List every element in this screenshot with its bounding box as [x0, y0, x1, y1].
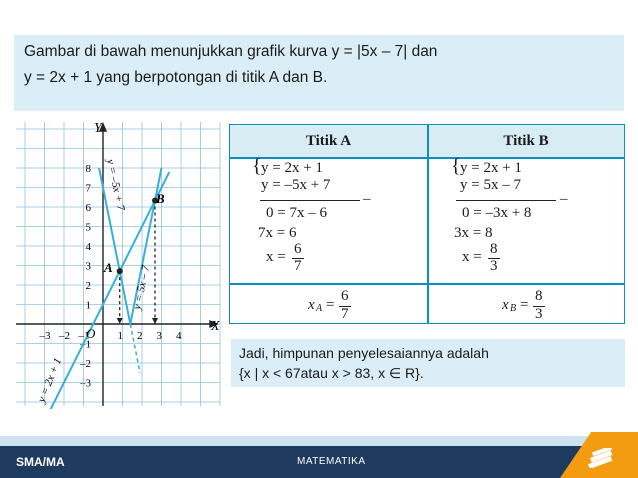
y-tick-label: 5: [85, 221, 91, 234]
y-axis-label: Y: [94, 121, 102, 136]
point-a-label: A: [104, 260, 113, 275]
y-tick-label: 2: [85, 280, 91, 292]
a-final-sub: A: [316, 303, 323, 314]
x-tick-label: 2: [137, 330, 143, 342]
x-tick-label: 1: [117, 330, 123, 342]
a-step1: 7x = 6: [258, 225, 297, 241]
drop-arrow-b: [152, 318, 158, 324]
line-label-2x1: y = 2x + 1: [35, 356, 65, 405]
table-divider: [427, 125, 429, 323]
b-final-den: 3: [535, 306, 543, 322]
origin-label: O: [86, 326, 96, 341]
rule: [260, 200, 360, 201]
footer-subject: MATEMATIKA: [297, 456, 366, 467]
point-b-label: B: [156, 191, 165, 206]
drop-arrow-a: [117, 318, 123, 324]
a-step2: x =: [266, 249, 286, 265]
y-tick-label: 7: [85, 182, 91, 195]
y-tick-label: 4: [85, 241, 91, 253]
y-tick-label: 6: [85, 202, 91, 214]
a-result: 0 = 7x – 6: [266, 205, 327, 221]
conclusion-line-2: {x | x < 67atau x > 83, x ∈ R}.: [239, 365, 424, 381]
footer-stripe: [0, 436, 638, 446]
graph-svg: [14, 118, 223, 409]
x-tick-label: 3: [156, 330, 162, 342]
b-eq2: y = 5x – 7: [460, 177, 521, 193]
a-num: 6: [294, 241, 302, 257]
x-tick-label: –1: [78, 330, 90, 342]
y-tick-label: –1: [80, 338, 91, 351]
line-label-neg5x7: y = –5x + 7: [104, 158, 127, 212]
b-final-x: x: [502, 297, 509, 313]
question-box: [14, 35, 624, 111]
a-den: 7: [294, 258, 302, 274]
b-final-num: 8: [535, 288, 543, 304]
header-titik-b: Titik B: [428, 125, 624, 157]
table-divider: [230, 283, 624, 285]
brace: {: [451, 155, 461, 177]
question-line-1: Gambar di bawah menunjukkan grafik kurva y = |5x – 7| dan: [24, 43, 438, 60]
x-axis-label: X: [211, 319, 220, 334]
a-final-den: 7: [341, 306, 349, 322]
books-icon: [586, 448, 616, 468]
graph: [14, 118, 223, 409]
line-label-5x7: y = 5x – 7: [131, 264, 153, 311]
footer-level: SMA/MA: [16, 455, 65, 469]
b-result: 0 = –3x + 8: [462, 205, 532, 221]
b-den: 3: [490, 258, 498, 274]
y-tick-label: 1: [85, 299, 91, 312]
question-line-2: y = 2x + 1 yang berpotongan di titik A dan B.: [24, 69, 328, 86]
b-step1: 3x = 8: [454, 225, 493, 241]
y-tick-label: –2: [80, 358, 91, 370]
b-num: 8: [490, 241, 498, 257]
rule: [456, 200, 556, 201]
b-final-eq: =: [520, 297, 529, 313]
b-minus: –: [560, 191, 568, 207]
a-eq1: y = 2x + 1: [261, 160, 323, 176]
b-eq1: y = 2x + 1: [460, 160, 522, 176]
a-final-x: x: [308, 297, 315, 313]
header-titik-a: Titik A: [230, 125, 427, 157]
a-final-num: 6: [341, 288, 349, 304]
x-tick-label: –3: [39, 330, 51, 342]
brace: {: [252, 155, 262, 177]
footer-bar: [0, 446, 638, 478]
y-tick-label: –3: [80, 377, 91, 390]
conclusion-box: [231, 339, 625, 387]
b-final-sub: B: [510, 303, 517, 314]
x-tick-label: –2: [59, 330, 70, 342]
a-eq2: y = –5x + 7: [261, 177, 331, 193]
x-tick-label: 4: [176, 330, 182, 342]
a-final-eq: =: [326, 297, 335, 313]
a-minus: –: [363, 191, 371, 207]
y-tick-label: 3: [85, 260, 91, 273]
conclusion-line-1: Jadi, himpunan penyelesaiannya adalah: [239, 345, 489, 361]
solution-table: [229, 124, 625, 324]
y-tick-label: 8: [85, 163, 91, 175]
b-step2: x =: [462, 249, 482, 265]
